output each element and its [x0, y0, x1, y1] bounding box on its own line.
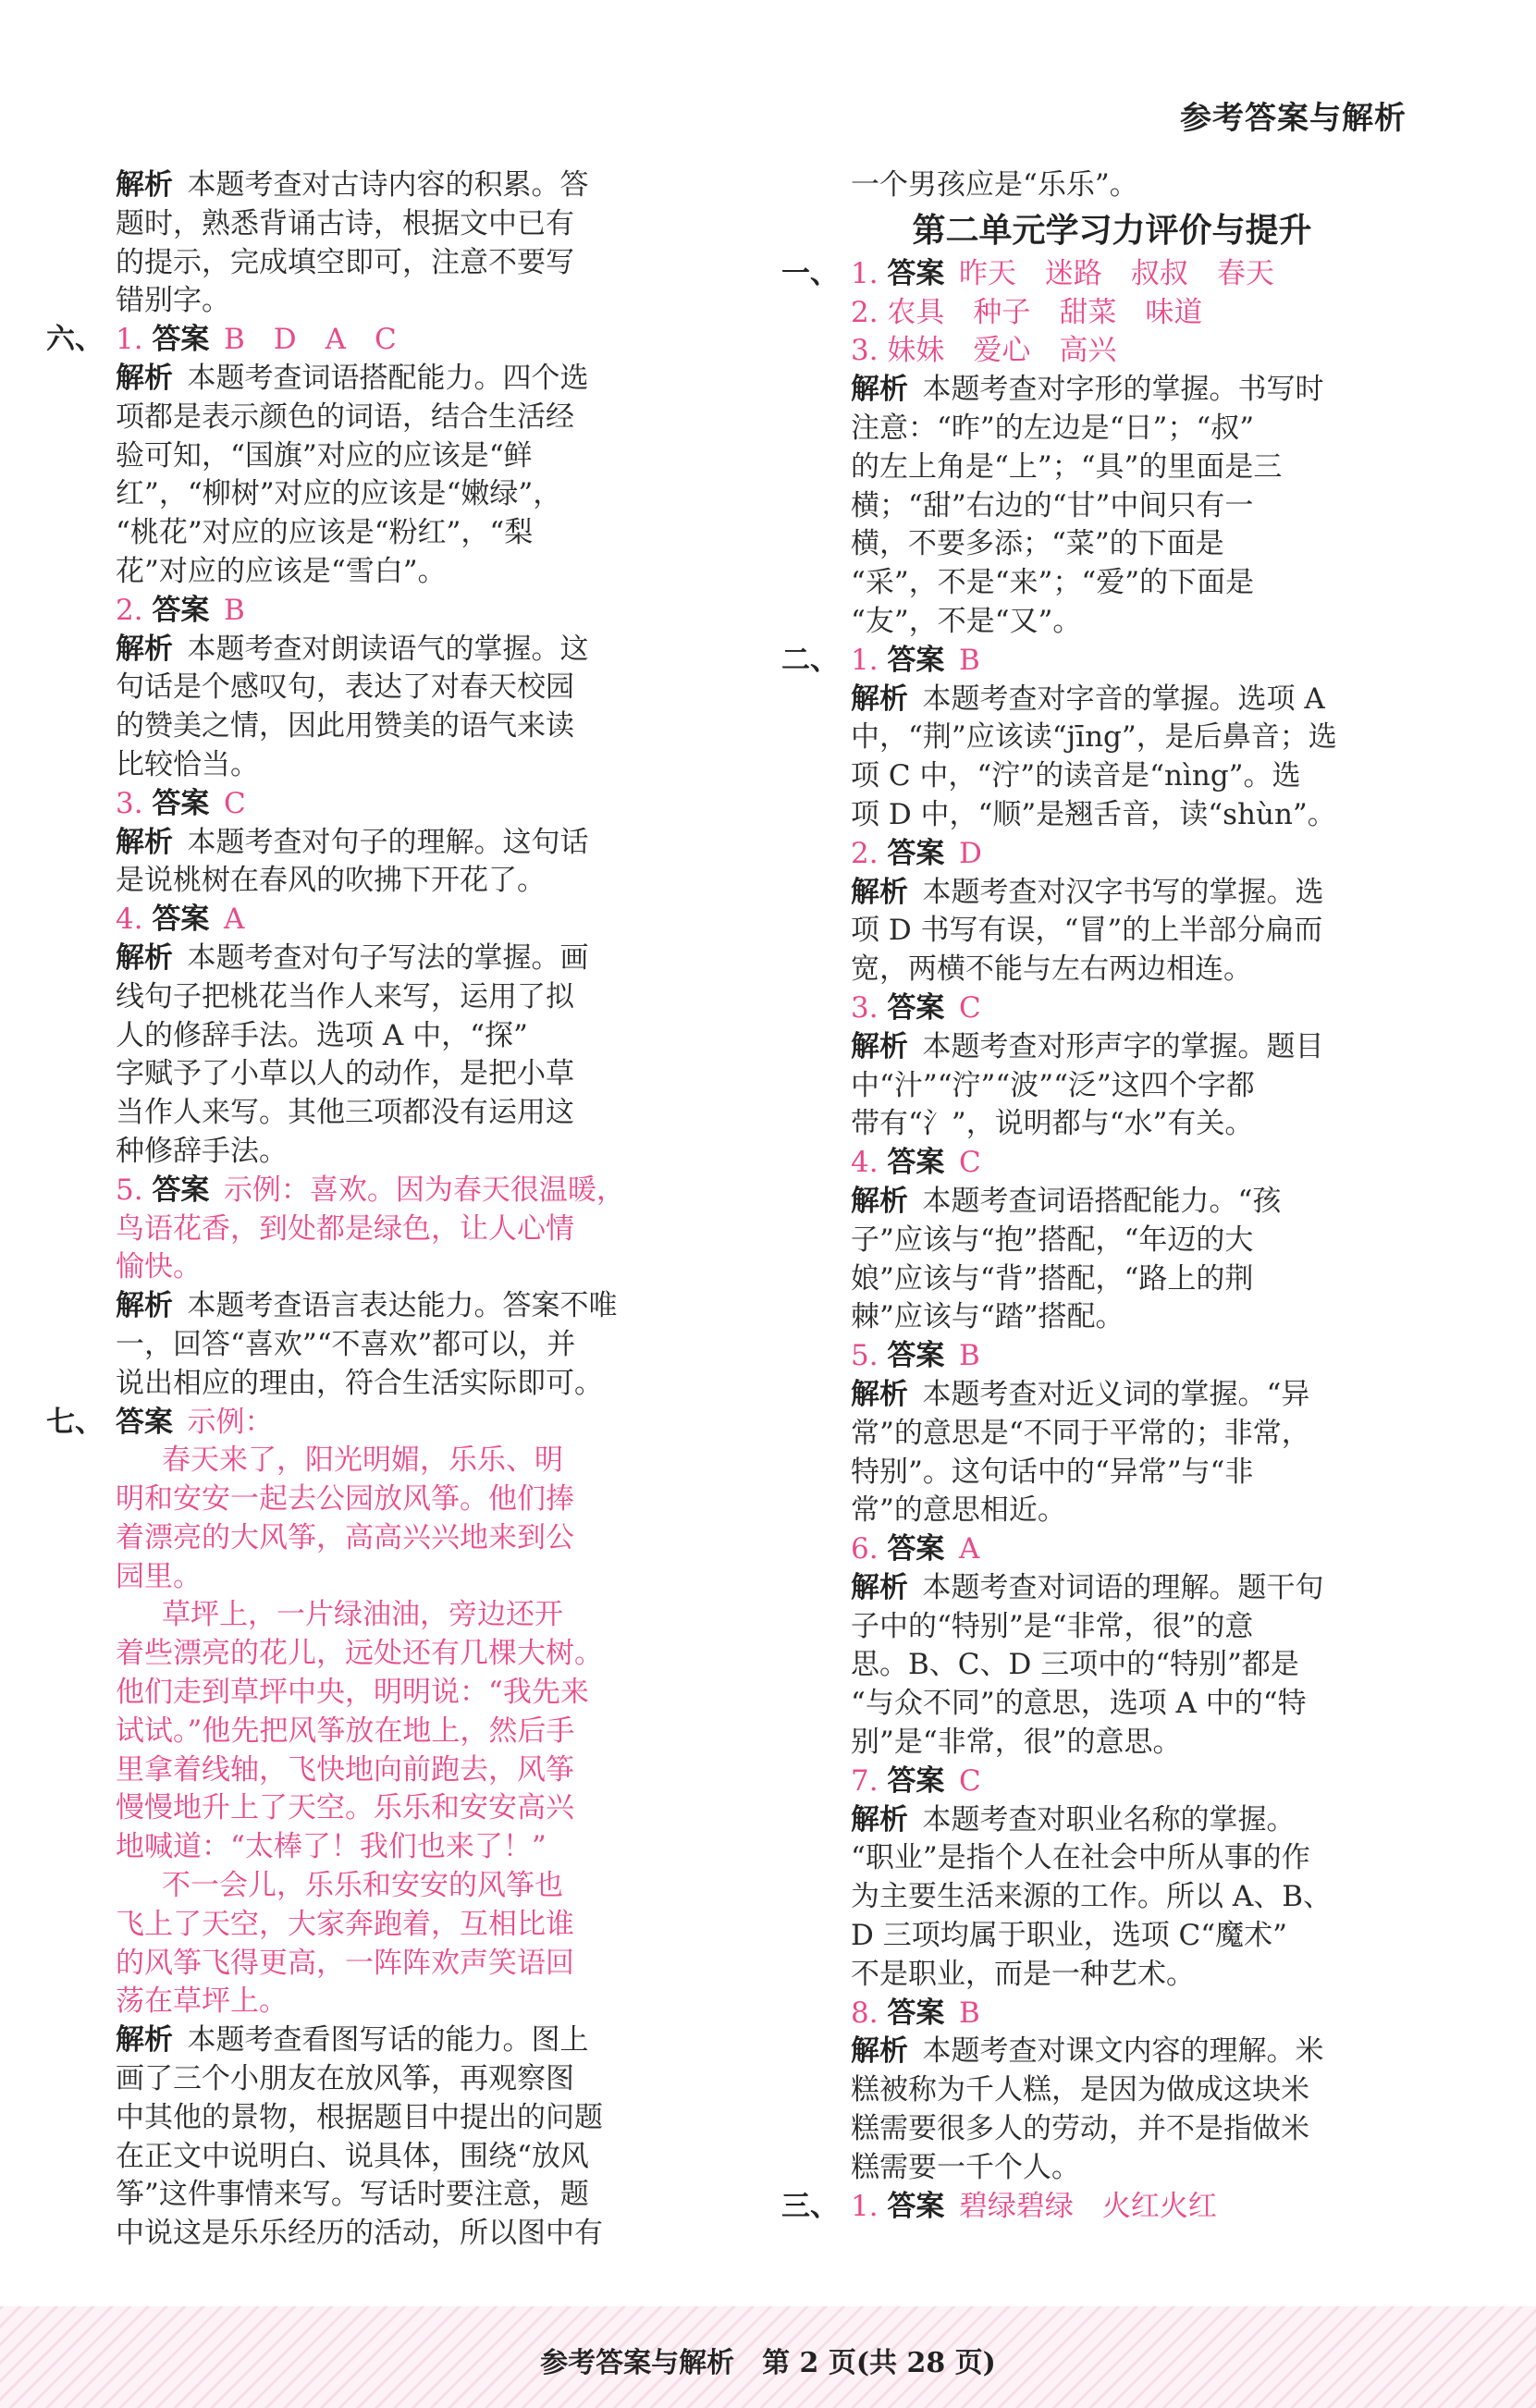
text-line [781, 371, 1406, 410]
text-line [46, 1945, 675, 1984]
analysis-label: 解析 [851, 2034, 908, 2069]
line-text: 本题考查词语搭配能力。四个选 [187, 361, 589, 395]
text-line [46, 669, 675, 707]
text-line [781, 1995, 1406, 2033]
text-line [46, 1210, 675, 1249]
answer-label: 答案 [887, 990, 945, 1025]
answer-value: B [958, 1339, 980, 1373]
header-title: 参考答案与解析 [1180, 100, 1407, 137]
answer-value: A [223, 903, 245, 937]
text-line [781, 294, 1406, 333]
text-line [781, 1917, 1406, 1956]
text-line [781, 757, 1406, 796]
line-text: 项 D 书写有误，“冒”的上半部分扁而 [851, 914, 1323, 948]
analysis-label: 解析 [116, 2023, 173, 2058]
line-text: 本题考查对形声字的掌握。题目 [922, 1029, 1324, 1063]
line-text: 筝”这件事情来写。写话时要注意，题 [116, 2178, 589, 2212]
text-line [46, 1906, 675, 1945]
answer-value: C [223, 786, 246, 820]
line-text: 中“汁”“泞”“波”“泛”这四个字都 [851, 1068, 1255, 1102]
text-line [781, 989, 1406, 1028]
essay-text: 飞上了天空，大家奔跑着，互相比谁 [116, 1907, 574, 1941]
text-line [46, 1094, 675, 1133]
line-text: 本题考查看图写话的能力。图上 [187, 2023, 589, 2058]
text-line [46, 399, 675, 437]
line-text: 人的修辞手法。选项 A 中，“探” [116, 1018, 528, 1052]
line-text: 本题考查语言表达能力。答案不唯 [187, 1289, 618, 1323]
line-text: 一个男孩应是“乐乐”。 [851, 168, 1138, 202]
answer-value: 昨天 迷路 叔叔 春天 [958, 256, 1274, 290]
line-text: 中说这是乐乐经历的活动，所以图中有 [116, 2217, 603, 2251]
text-line [781, 603, 1406, 642]
answer-label: 答案 [152, 786, 210, 820]
answer-label: 答案 [887, 256, 945, 290]
line-text: 横；“甜”右边的“甘”中间只有一 [851, 488, 1254, 522]
line-text: “与众不同”的意思，选项 A 中的“特 [851, 1687, 1307, 1721]
analysis-label: 解析 [116, 632, 173, 666]
line-text: 为主要生活来源的工作。所以 A、B、 [851, 1880, 1333, 1914]
text-line [781, 2071, 1406, 2110]
question-number: 2. [851, 836, 879, 870]
line-text: 花”对应的应该是“雪白”。 [116, 554, 447, 588]
line-text: 种修辞手法。 [116, 1134, 288, 1168]
answer-label: 答案 [887, 836, 945, 870]
line-text: 线句子把桃花当作人来写，运用了拟 [116, 979, 574, 1014]
line-text: 本题考查对朗读语气的掌握。这 [187, 632, 589, 666]
text-line [46, 282, 675, 321]
section-number: 一、 [781, 256, 839, 290]
text-line [781, 642, 1406, 681]
analysis-label: 解析 [851, 875, 908, 909]
line-text: 特别”。这句话中的“异常”与“非 [851, 1455, 1254, 1489]
text-line [781, 1376, 1406, 1415]
answer-value: 碧绿碧绿 火红火红 [958, 2189, 1217, 2223]
text-line [46, 592, 675, 631]
text-line [46, 1326, 675, 1365]
text-line [781, 2149, 1406, 2188]
line-text: 画了三个小朋友在放风筝，再观察图 [116, 2062, 574, 2096]
line-text: 句话是个感叹句，表达了对春天校园 [116, 670, 574, 705]
essay-text: 草坪上，一片绿油油，旁边还开 [162, 1598, 563, 1632]
answer-label: 答案 [152, 903, 210, 937]
text-line [781, 951, 1406, 989]
line-text: 常”的意思是“不同于平常的；非常， [851, 1416, 1310, 1450]
text-line [781, 681, 1406, 719]
line-text: 项都是表示颜色的词语，结合生活经 [116, 399, 574, 434]
text-line [781, 1878, 1406, 1917]
answer-label: 答案 [887, 1763, 945, 1798]
line-text: D 三项均属于职业，选项 C“魔术” [851, 1919, 1287, 1953]
text-line [781, 1839, 1406, 1878]
answer-text: 愉快。 [116, 1250, 202, 1284]
text-line [781, 487, 1406, 526]
analysis-label: 解析 [851, 1184, 908, 1218]
text-line [46, 1017, 675, 1056]
essay-text: 着漂亮的大风筝，高高兴兴地来到公 [116, 1520, 574, 1554]
answer-label: 答案 [887, 1339, 945, 1373]
question-number: 6. [851, 1532, 879, 1566]
essay-text: 着些漂亮的花儿，远处还有几棵大树。 [116, 1637, 603, 1671]
line-text: 题时，熟悉背诵古诗，根据文中已有 [116, 206, 574, 240]
text-line [781, 1801, 1406, 1840]
line-text: 的赞美之情，因此用赞美的语气来读 [116, 709, 574, 743]
answer-value: C [958, 990, 981, 1025]
essay-text: 试试。”他先把风筝放在地上，然后手 [116, 1714, 575, 1748]
line-text: 本题考查对汉字书写的掌握。选 [922, 875, 1324, 909]
line-text: 别”是“非常，很”的意思。 [851, 1726, 1182, 1760]
line-text: 棘”应该与“踏”搭配。 [851, 1300, 1124, 1334]
question-number: 3. [116, 786, 143, 820]
essay-text: 春天来了，阳光明媚，乐乐、明 [162, 1444, 563, 1478]
text-line [781, 564, 1406, 603]
answer-label: 答案 [152, 1173, 210, 1207]
text-line [46, 1055, 675, 1094]
analysis-label: 解析 [851, 1029, 908, 1063]
line-text: 娘”应该与“背”搭配，“路上的荆 [851, 1261, 1254, 1296]
question-number: 4. [851, 1146, 879, 1180]
text-line [46, 1867, 675, 1906]
line-text: 宽，两横不能与左右两边相连。 [851, 952, 1252, 987]
text-line [781, 1956, 1406, 1995]
text-line [781, 1763, 1406, 1801]
text-line [46, 940, 675, 978]
analysis-label: 解析 [116, 940, 173, 975]
answer-label: 答案 [152, 323, 210, 357]
analysis-label: 解析 [116, 1289, 173, 1323]
essay-text: 明和安安一起去公园放风筝。他们捧 [116, 1482, 574, 1517]
line-text: “职业”是指个人在社会中所从事的作 [851, 1841, 1310, 1875]
text-line [46, 553, 675, 592]
answer-label: 答案 [887, 1996, 945, 2030]
right-column [781, 166, 1406, 2226]
text-line [46, 321, 675, 360]
essay-text: 荡在草坪上。 [116, 1984, 288, 2019]
line-text: 横，不要多添；“菜”的下面是 [851, 527, 1224, 561]
line-text: 的提示，完成填空即可，注意不要写 [116, 245, 574, 279]
analysis-label: 解析 [851, 682, 908, 716]
question-number: 7. [851, 1763, 879, 1798]
question-number: 1. [116, 323, 143, 357]
text-line [781, 1530, 1406, 1569]
line-text: 本题考查对字音的掌握。选项 A [922, 682, 1325, 716]
text-line [781, 448, 1406, 487]
footer-page-info: 参考答案与解析 第 2 页(共 28 页) [540, 2347, 996, 2379]
essay-text: 地喊道：“太棒了！我们也来了！” [116, 1830, 547, 1864]
text-line [46, 1635, 675, 1674]
text-line [46, 2215, 675, 2254]
line-text: 比较恰当。 [116, 747, 259, 781]
answer-value: B [958, 1996, 980, 2030]
text-line [46, 1519, 675, 1558]
text-line [781, 1260, 1406, 1299]
text-line [781, 2110, 1406, 2149]
essay-text: 慢慢地升上了天空。乐乐和安安高兴 [116, 1791, 574, 1825]
line-text: 本题考查对近义词的掌握。“异 [922, 1377, 1310, 1411]
text-line [46, 1596, 675, 1635]
line-text: 注意：“昨”的左边是“日”；“叔” [851, 411, 1255, 445]
answer-value: 示例：喜欢。因为春天很温暖， [223, 1173, 625, 1207]
line-text: 子中的“特别”是“非常，很”的意 [851, 1609, 1254, 1643]
answer-value: 示例： [187, 1405, 274, 1439]
text-line [781, 719, 1406, 757]
essay-text: 的风筝飞得更高，一阵阵欢声笑语回 [116, 1946, 574, 1980]
text-line [781, 1183, 1406, 1222]
left-column [46, 166, 675, 2254]
answer-text: 3. 妹妹 爱心 高兴 [851, 334, 1117, 368]
unit-title: 第二单元学习力评价与提升 [912, 210, 1312, 250]
text-line [781, 1569, 1406, 1608]
text-line [46, 978, 675, 1017]
line-text: “友”，不是“又”。 [851, 604, 1082, 638]
text-line [46, 1442, 675, 1480]
question-number: 2. [116, 593, 143, 627]
text-line [46, 1751, 675, 1790]
line-text: 本题考查对句子写法的掌握。画 [187, 940, 589, 975]
text-line [46, 1287, 675, 1326]
answer-label: 答案 [887, 1532, 945, 1566]
answer-value: B [958, 643, 980, 677]
line-text: 是说桃树在春风的吹拂下开花了。 [116, 864, 546, 898]
essay-text: 不一会儿，乐乐和安安的风筝也 [162, 1869, 563, 1903]
line-text: 本题考查词语搭配能力。“孩 [922, 1184, 1282, 1218]
text-line [46, 824, 675, 863]
answer-text: 2. 农具 种子 甜菜 味道 [851, 295, 1203, 329]
text-line [46, 1365, 675, 1404]
line-text: 验可知，“国旗”对应的应该是“鲜 [116, 438, 533, 473]
line-text: 子”应该与“抱”搭配，“年迈的大 [851, 1222, 1254, 1257]
text-line [46, 746, 675, 785]
analysis-label: 解析 [116, 168, 173, 202]
text-line [781, 332, 1406, 371]
line-text: 错别字。 [116, 284, 230, 318]
section-number: 七、 [46, 1405, 104, 1439]
answer-label: 答案 [887, 2189, 945, 2223]
question-number: 5. [116, 1173, 143, 1207]
text-line [46, 2021, 675, 2060]
line-text: “桃花”对应的应该是“粉红”，“梨 [116, 516, 534, 550]
text-line [781, 1454, 1406, 1493]
text-line [781, 796, 1406, 835]
section-number: 二、 [781, 643, 839, 677]
text-line [46, 2099, 675, 2138]
analysis-label: 解析 [116, 361, 173, 395]
line-text: 本题考查对字形的掌握。书写时 [922, 373, 1324, 407]
text-line [46, 707, 675, 746]
text-line [46, 1558, 675, 1597]
essay-text: 园里。 [116, 1559, 202, 1593]
text-line [781, 1415, 1406, 1454]
line-text: 本题考查对职业名称的掌握。 [922, 1802, 1296, 1837]
text-line [46, 360, 675, 399]
line-text: 中其他的景物，根据题目中提出的问题 [116, 2100, 603, 2134]
text-line [46, 514, 675, 553]
text-line [781, 410, 1406, 448]
line-text: 中，“荆”应该读“jīng”，是后鼻音；选 [851, 720, 1337, 755]
answer-value: B [223, 593, 245, 627]
text-line [46, 1983, 675, 2021]
section-number: 六、 [46, 323, 104, 357]
line-text: 字赋予了小草以人的动作，是把小草 [116, 1057, 574, 1091]
text-line [46, 1480, 675, 1519]
text-line [781, 1222, 1406, 1260]
text-line [46, 1713, 675, 1751]
text-line [46, 1133, 675, 1172]
text-line [46, 1172, 675, 1210]
text-line [781, 525, 1406, 564]
question-number: 4. [116, 903, 143, 937]
text-line [781, 1028, 1406, 1067]
text-line [781, 1298, 1406, 1337]
line-text: 项 C 中，“泞”的读音是“nìng”。选 [851, 759, 1301, 793]
analysis-label: 解析 [851, 373, 908, 407]
line-text: 一，回答“喜欢”“不喜欢”都可以，并 [116, 1327, 576, 1361]
essay-text: 里拿着线轴，飞快地向前跑去，风筝 [116, 1752, 574, 1787]
text-line [46, 1789, 675, 1828]
line-text: 说出相应的理由，符合生活实际即可。 [116, 1366, 603, 1400]
text-line [46, 2138, 675, 2177]
text-line [46, 901, 675, 940]
answer-value: C [958, 1146, 981, 1180]
text-line [781, 835, 1406, 874]
line-text: 糕被称为千人糕，是因为做成这块米 [851, 2073, 1309, 2107]
text-line [781, 255, 1406, 294]
line-text: 本题考查对课文内容的理解。米 [922, 2034, 1324, 2069]
text-line [781, 1724, 1406, 1763]
line-text: 思。B、C、D 三项中的“特别”都是 [851, 1648, 1299, 1682]
line-text: 本题考查对句子的理解。这句话 [187, 825, 589, 859]
question-number: 1. [851, 2189, 879, 2223]
answer-value: B D A C [223, 323, 397, 357]
text-line [781, 874, 1406, 913]
text-line [46, 166, 675, 205]
line-text: “采”，不是“来”；“爱”的下面是 [851, 566, 1255, 600]
question-number: 3. [851, 990, 879, 1025]
answer-label: 答案 [152, 593, 210, 627]
text-line [46, 2176, 675, 2215]
text-line [46, 862, 675, 901]
text-line [46, 1404, 675, 1443]
text-line [781, 1646, 1406, 1685]
line-text: 本题考查对词语的理解。题干句 [922, 1570, 1324, 1604]
text-line [46, 244, 675, 283]
text-line [781, 1685, 1406, 1724]
line-text: 在正文中说明白、说具体，围绕“放风 [116, 2139, 589, 2173]
line-text: 项 D 中，“顺”是翘舌音，读“shùn”。 [851, 797, 1336, 831]
text-line [781, 1105, 1406, 1144]
text-line [46, 1248, 675, 1287]
text-line [46, 1828, 675, 1867]
line-text: 红”，“柳树”对应的应该是“嫩绿”， [116, 477, 562, 511]
question-number: 5. [851, 1339, 879, 1373]
analysis-label: 解析 [116, 825, 173, 859]
text-line [46, 437, 675, 476]
essay-text: 他们走到草坪中央，明明说：“我先来 [116, 1676, 589, 1710]
answer-label: 答案 [116, 1405, 173, 1439]
text-line [781, 912, 1406, 951]
text-line [46, 205, 675, 244]
line-text: 不是职业，而是一种艺术。 [851, 1957, 1195, 1991]
analysis-label: 解析 [851, 1570, 908, 1604]
text-line [781, 1608, 1406, 1647]
answer-value: C [958, 1763, 981, 1798]
answer-label: 答案 [887, 1146, 945, 1180]
line-text: 糕需要很多人的劳动，并不是指做米 [851, 2112, 1309, 2146]
section-number: 三、 [781, 2189, 839, 2223]
text-line [781, 166, 1406, 205]
question-number: 8. [851, 1996, 879, 2030]
line-text: 常”的意思相近。 [851, 1493, 1066, 1528]
line-text: 本题考查对古诗内容的积累。答 [187, 168, 589, 202]
question-number: 1. [851, 643, 879, 677]
analysis-label: 解析 [851, 1802, 908, 1837]
text-line [46, 475, 675, 514]
line-text: 带有“氵”，说明都与“水”有关。 [851, 1107, 1254, 1141]
text-line [46, 1674, 675, 1713]
answer-value: A [958, 1532, 980, 1566]
analysis-label: 解析 [851, 1377, 908, 1411]
text-line [781, 2033, 1406, 2071]
answer-text: 鸟语花香，到处都是绿色，让人心情 [116, 1211, 574, 1246]
text-line [46, 785, 675, 824]
line-text: 糕需要一千个人。 [851, 2150, 1080, 2184]
answer-label: 答案 [887, 643, 945, 677]
line-text: 的左上角是“上”；“具”的里面是三 [851, 449, 1283, 484]
question-number: 1. [851, 256, 879, 290]
text-line [781, 2188, 1406, 2227]
text-line [46, 2060, 675, 2099]
answer-value: D [958, 836, 982, 870]
line-text: 当作人来写。其他三项都没有运用这 [116, 1096, 574, 1130]
text-line [46, 631, 675, 670]
text-line [781, 1144, 1406, 1183]
text-line [781, 1337, 1406, 1376]
text-line [781, 1067, 1406, 1106]
text-line [781, 1492, 1406, 1530]
